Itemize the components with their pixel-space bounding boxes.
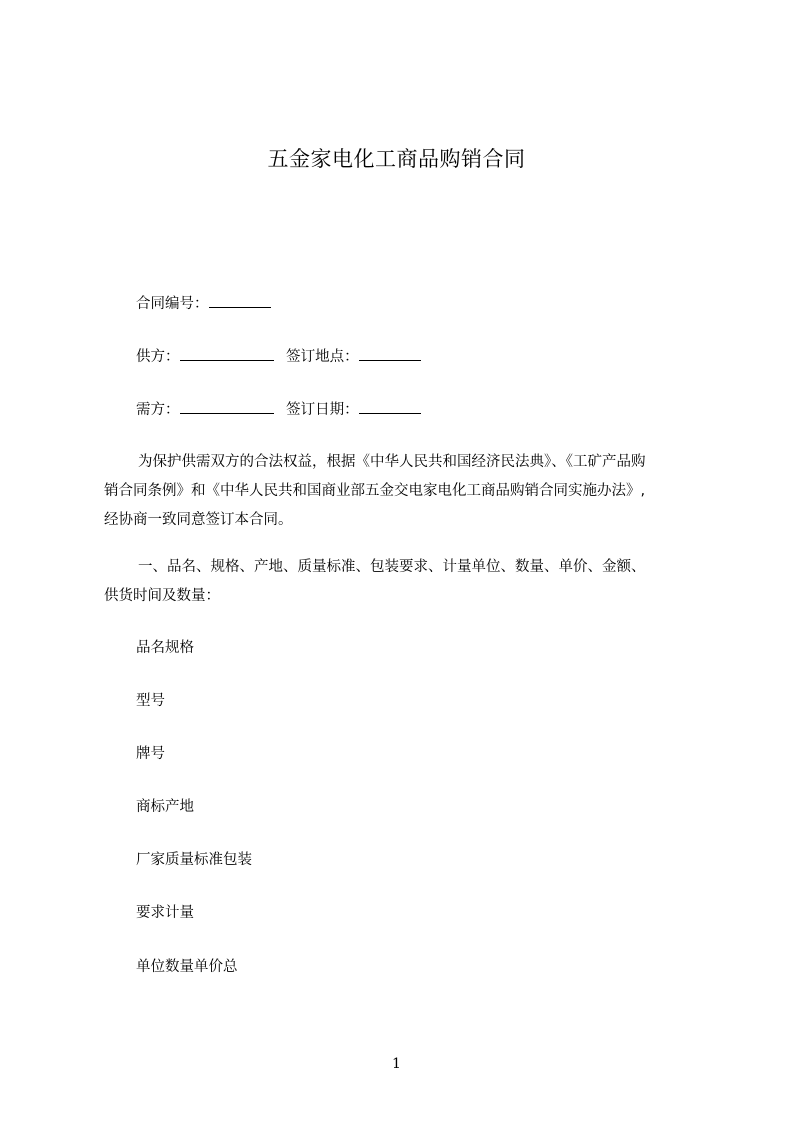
intro-line-3: 经协商一致同意签订本合同。 bbox=[104, 512, 293, 528]
supplier-line bbox=[136, 345, 429, 367]
page-number: 1 bbox=[392, 1056, 401, 1072]
item-label: 商标产地 bbox=[136, 799, 194, 815]
item-label: 型号 bbox=[136, 693, 165, 709]
contract-number-label: 合同编号： bbox=[136, 296, 209, 312]
section-1-paragraph bbox=[104, 553, 704, 611]
sign-date-blank bbox=[359, 398, 421, 414]
intro-line-2: 销合同条例》和《中华人民共和国商业部五金交电家电化工商品购销合同实施办法》, bbox=[104, 483, 646, 499]
buyer-label: 需方： bbox=[136, 402, 180, 418]
intro-line-1: 为保护供需双方的合法权益，根据《中华人民共和国经济民法典》、《工矿产品购 bbox=[138, 454, 646, 470]
contract-number-line bbox=[136, 292, 279, 314]
sign-date-label: 签订日期： bbox=[286, 402, 359, 418]
item-label: 单位数量单价总 bbox=[136, 959, 238, 975]
buyer-blank bbox=[180, 398, 274, 414]
item-label: 要求计量 bbox=[136, 905, 194, 921]
item-label: 品名规格 bbox=[136, 640, 194, 656]
supplier-label: 供方： bbox=[136, 349, 180, 365]
item-label: 厂家质量标准包装 bbox=[136, 852, 252, 868]
item-label: 牌号 bbox=[136, 746, 165, 762]
sign-place-blank bbox=[359, 345, 421, 361]
sign-place-label: 签订地点： bbox=[286, 349, 359, 365]
section-1-line-2: 供货时间及数量： bbox=[104, 588, 220, 604]
buyer-line bbox=[136, 398, 429, 420]
section-1-line-1: 一、品名、规格、产地、质量标准、包装要求、计量单位、数量、单价、金额、 bbox=[138, 559, 646, 575]
contract-number-blank bbox=[209, 292, 271, 308]
document-title: 五金家电化工商品购销合同 bbox=[267, 147, 526, 171]
supplier-blank bbox=[180, 345, 274, 361]
intro-paragraph bbox=[104, 448, 704, 535]
